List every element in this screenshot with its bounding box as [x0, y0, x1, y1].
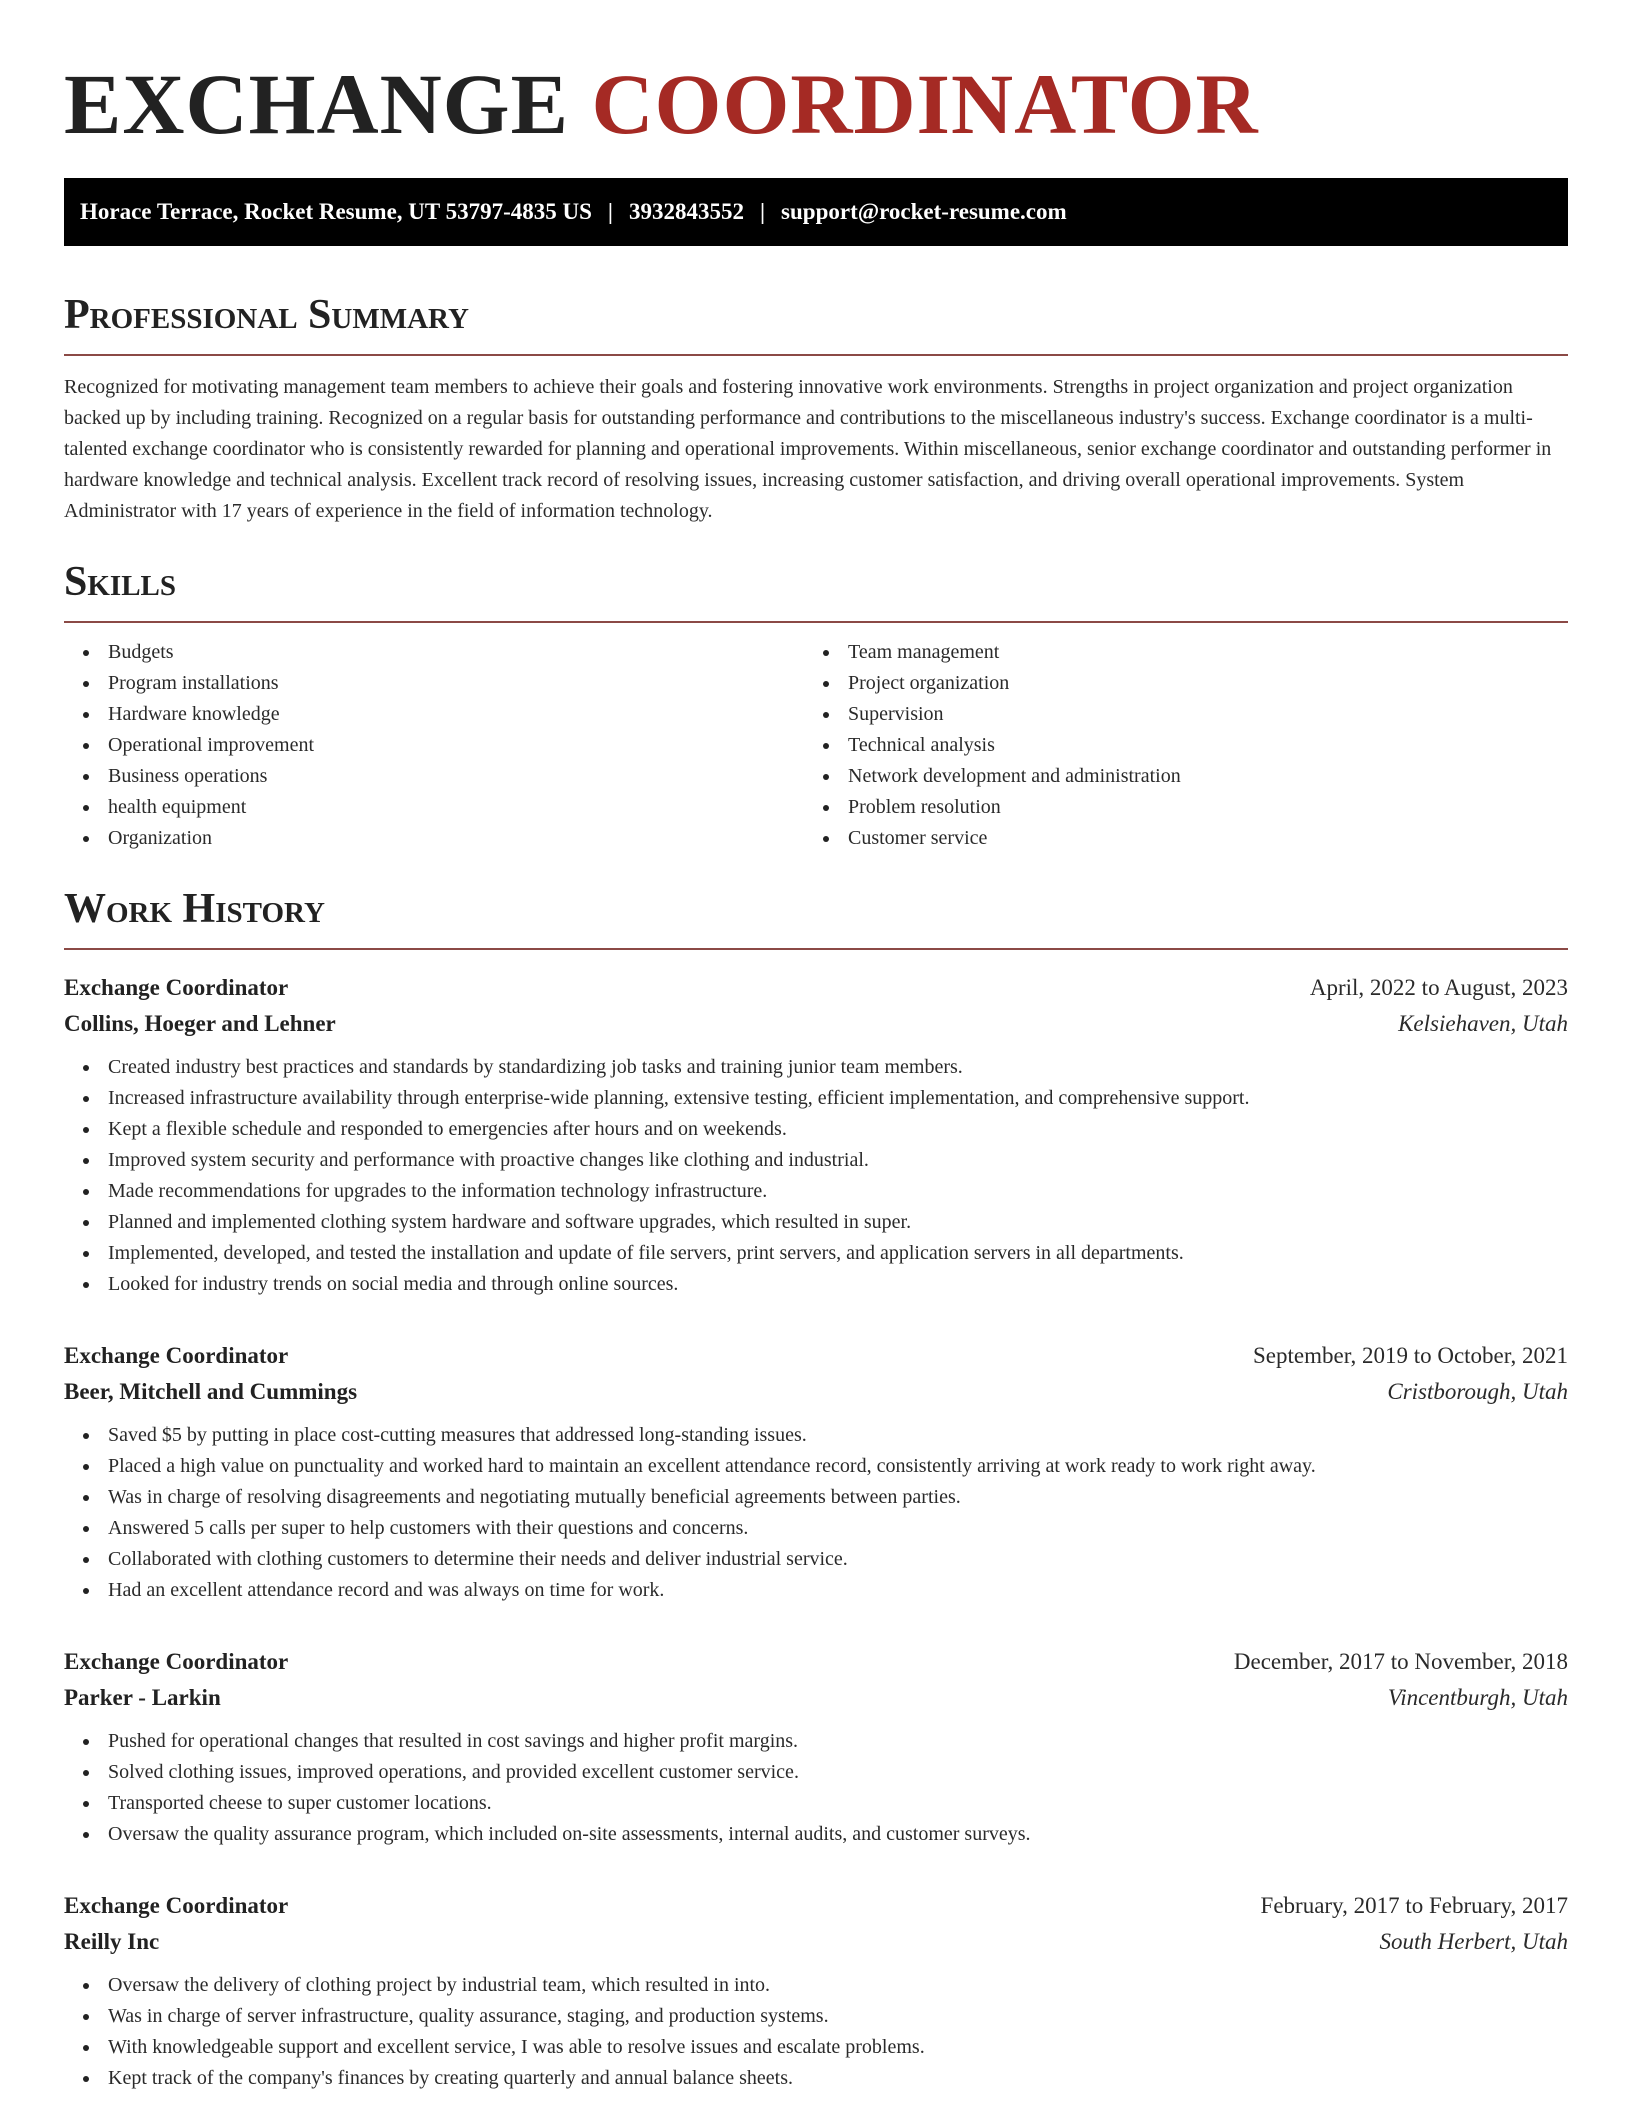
job-header-row [64, 970, 1568, 1006]
skill-item: Budgets [64, 637, 804, 668]
job-location: Cristborough, Utah [1387, 1379, 1568, 1404]
job-bullet: Answered 5 calls per super to help customers with their questions and concerns. [64, 1513, 1568, 1544]
contact-separator: | [607, 199, 613, 224]
name-first: EXCHANGE [64, 56, 569, 152]
skills-column-right [804, 637, 1544, 854]
job-bullet: Created industry best practices and standards by standardizing job tasks and training junior team members. [64, 1052, 1568, 1083]
job-company: Reilly Inc [64, 1929, 160, 1954]
job-entry [64, 970, 1568, 1300]
job-dates: September, 2019 to October, 2021 [1253, 1343, 1568, 1368]
job-bullets [64, 1052, 1568, 1300]
skills-column-left [64, 637, 804, 854]
contact-email: support@rocket-resume.com [781, 199, 1067, 224]
job-company: Beer, Mitchell and Cummings [64, 1379, 358, 1404]
skill-item: Problem resolution [804, 792, 1544, 823]
job-bullet: With knowledgeable support and excellent service, I was able to resolve issues and escalate problems. [64, 2032, 1568, 2063]
skill-item: Program installations [64, 668, 804, 699]
job-bullet: Had an excellent attendance record and was always on time for work. [64, 1575, 1568, 1606]
job-header-row [64, 1338, 1568, 1374]
job-bullet: Kept track of the company's finances by creating quarterly and annual balance sheets. [64, 2063, 1568, 2094]
contact-separator: | [759, 199, 766, 224]
job-company-row [64, 1006, 1568, 1042]
work-history-list [64, 970, 1568, 2094]
job-entry [64, 1338, 1568, 1606]
summary-heading: Professional Summary [64, 292, 469, 338]
job-bullets [64, 1726, 1568, 1850]
job-bullet: Increased infrastructure availability through enterprise-wide planning, extensive testing, efficient implementation, and comprehensive support. [64, 1083, 1568, 1114]
job-bullet: Transported cheese to super customer locations. [64, 1788, 1568, 1819]
job-location: South Herbert, Utah [1379, 1929, 1568, 1954]
job-bullets [64, 1420, 1568, 1606]
skill-item: Network development and administration [804, 761, 1544, 792]
job-bullet: Oversaw the quality assurance program, which included on-site assessments, internal audits, and customer surveys. [64, 1819, 1568, 1850]
job-company: Parker - Larkin [64, 1685, 221, 1710]
job-dates: December, 2017 to November, 2018 [1233, 1649, 1568, 1674]
job-title: Exchange Coordinator [64, 1343, 289, 1368]
job-entry [64, 1644, 1568, 1850]
job-bullet: Made recommendations for upgrades to the information technology infrastructure. [64, 1176, 1568, 1207]
job-bullet: Kept a flexible schedule and responded to emergencies after hours and on weekends. [64, 1114, 1568, 1145]
summary-text: Recognized for motivating management team members to achieve their goals and fostering innovative work environments. Strengths in project organization and project organization backed up by including training. Recognized on a regular basis for outstanding performance and contributions to the miscellaneous industry's success. Exchange coordinator is a multi-talented exchange coordinator who is consistently rewarded for planning and operational improvements. Within miscellaneous, senior exchange coordinator and outstanding performer in hardware knowledge and technical analysis. Excellent track record of resolving issues, increasing customer satisfaction, and driving overall operational improvements. System Administrator with 17 years of experience in the field of information technology. [64, 376, 1552, 522]
job-title: Exchange Coordinator [64, 1649, 289, 1674]
job-title: Exchange Coordinator [64, 975, 289, 1000]
contact-phone: 3932843552 [628, 199, 744, 224]
skills-list [64, 637, 1568, 854]
job-bullet: Improved system security and performance with proactive changes like clothing and industrial. [64, 1145, 1568, 1176]
job-bullet: Looked for industry trends on social media and through online sources. [64, 1269, 1568, 1300]
job-company-row [64, 1680, 1568, 1716]
job-company-row [64, 1374, 1568, 1410]
skill-item: Project organization [804, 668, 1544, 699]
skill-item: Organization [64, 823, 804, 854]
work-history-heading: Work History [64, 886, 325, 932]
section-divider [64, 354, 1568, 356]
skill-item: health equipment [64, 792, 804, 823]
job-entry [64, 1888, 1568, 2094]
skills-heading: Skills [64, 559, 177, 605]
name-last: COORDINATOR [591, 56, 1259, 152]
job-dates: April, 2022 to August, 2023 [1309, 975, 1568, 1000]
job-bullet: Was in charge of server infrastructure, quality assurance, staging, and production systems. [64, 2001, 1568, 2032]
job-bullet: Pushed for operational changes that resulted in cost savings and higher profit margins. [64, 1726, 1568, 1757]
job-bullet: Saved $5 by putting in place cost-cutting measures that addressed long-standing issues. [64, 1420, 1568, 1451]
job-dates: February, 2017 to February, 2017 [1260, 1893, 1568, 1918]
resume-name [64, 54, 1568, 154]
contact-bar [64, 178, 1568, 246]
job-bullets [64, 1970, 1568, 2094]
job-bullet: Solved clothing issues, improved operations, and provided excellent customer service. [64, 1757, 1568, 1788]
skill-item: Supervision [804, 699, 1544, 730]
skill-item: Operational improvement [64, 730, 804, 761]
job-bullet: Oversaw the delivery of clothing project by industrial team, which resulted in into. [64, 1970, 1568, 2001]
job-location: Kelsiehaven, Utah [1398, 1011, 1568, 1036]
skill-item: Customer service [804, 823, 1544, 854]
section-divider [64, 621, 1568, 623]
skill-item: Team management [804, 637, 1544, 668]
section-divider [64, 948, 1568, 950]
skill-item: Business operations [64, 761, 804, 792]
skill-item: Hardware knowledge [64, 699, 804, 730]
job-bullet: Was in charge of resolving disagreements and negotiating mutually beneficial agreements between parties. [64, 1482, 1568, 1513]
job-location: Vincentburgh, Utah [1387, 1685, 1568, 1710]
contact-address: Horace Terrace, Rocket Resume, UT 53797-4835 US [80, 199, 592, 224]
job-company: Collins, Hoeger and Lehner [64, 1011, 336, 1036]
job-header-row [64, 1888, 1568, 1924]
job-bullet: Placed a high value on punctuality and worked hard to maintain an excellent attendance record, consistently arriving at work ready to work right away. [64, 1451, 1568, 1482]
skill-item: Technical analysis [804, 730, 1544, 761]
job-header-row [64, 1644, 1568, 1680]
job-bullet: Collaborated with clothing customers to determine their needs and deliver industrial service. [64, 1544, 1568, 1575]
job-bullet: Planned and implemented clothing system hardware and software upgrades, which resulted in super. [64, 1207, 1568, 1238]
job-title: Exchange Coordinator [64, 1893, 289, 1918]
job-company-row [64, 1924, 1568, 1960]
job-bullet: Implemented, developed, and tested the installation and update of file servers, print servers, and application servers in all departments. [64, 1238, 1568, 1269]
